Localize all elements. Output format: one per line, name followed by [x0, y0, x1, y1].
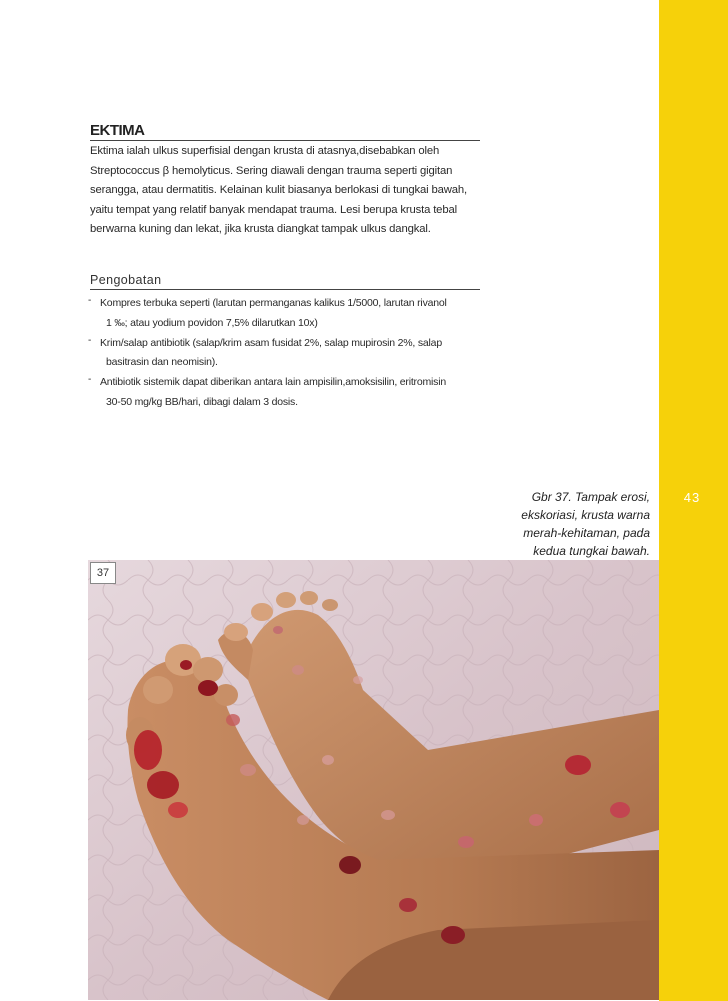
- ektima-section: [90, 123, 480, 240]
- treatment-list: [90, 294, 480, 413]
- paragraph-line: berwarna kuning dan lekat, jika krusta diangkat tampak ulkus dangkal.: [90, 223, 431, 235]
- paragraph-line: serangga, atau dermatitis. Kelainan kulit biasanya berlokasi di tungkai bawah,: [90, 184, 468, 196]
- figure-number-badge: 37: [90, 562, 116, 584]
- list-item: - Kompres terbuka seperti (larutan permanganas kalikus 1/5000, larutan rivanol 1 ‰; atau yodium povidon 7,5% dilarutkan 10x): [90, 294, 480, 334]
- bullet-dash: -: [88, 295, 92, 306]
- treatment-section: [90, 272, 480, 413]
- bullet-dash: -: [88, 374, 92, 386]
- section-title: EKTIMA: [90, 123, 480, 141]
- paragraph-line: Streptococcus β hemolyticus. Sering diawali dengan trauma seperti gigitan: [90, 164, 453, 177]
- list-item: - Antibiotik sistemik dapat diberikan antara lain ampisilin,amoksisilin, eritromisin 30-50 mg/kg BB/hari, dibagi dalam 3 dosis.: [90, 373, 480, 413]
- list-item: - Krim/salap antibiotik (salap/krim asam fusidat 2%, salap mupirosin 2%, salap basitrasin dan neomisin).: [90, 334, 480, 374]
- page-number: 43: [683, 490, 701, 505]
- bullet-dash: -: [88, 334, 92, 346]
- figure-caption: Gbr 37. Tampak erosi, ekskoriasi, krusta warna merah-kehitaman, pada kedua tungkai bawah.: [521, 490, 650, 558]
- paragraph-line: yaitu tempat yang relatif banyak mendapat trauma. Lesi berupa krusta tebal: [90, 203, 457, 216]
- paragraph-line: Ektima ialah ulkus superfisial dengan krusta di atasnya,disebabkan oleh: [90, 145, 440, 157]
- treatment-heading: Pengobatan: [90, 272, 480, 290]
- section-paragraph: [90, 142, 480, 240]
- clinical-photo: [88, 560, 659, 1000]
- photo-illustration: [88, 560, 659, 1000]
